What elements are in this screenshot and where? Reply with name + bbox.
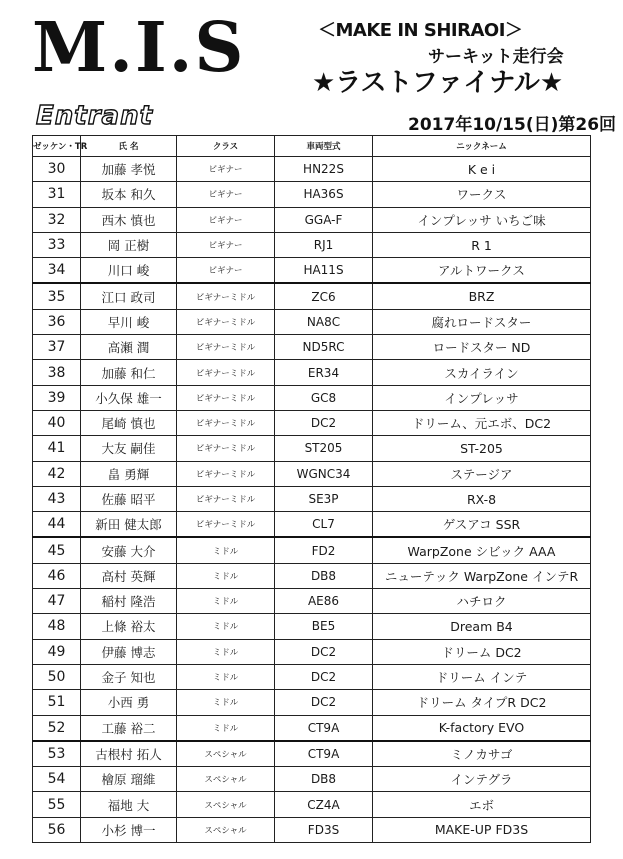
driver-name: 工藤 裕二 xyxy=(81,715,177,741)
nickname: RX-8 xyxy=(373,486,591,511)
table-row xyxy=(33,741,591,767)
driver-name: 檜原 瑠維 xyxy=(81,767,177,792)
car-model: DC2 xyxy=(275,664,373,689)
entrant-table xyxy=(32,135,591,843)
nickname: ニューテック WarpZone インテR xyxy=(373,563,591,588)
table-row xyxy=(33,385,591,410)
table-row xyxy=(33,461,591,486)
car-model: CT9A xyxy=(275,715,373,741)
entry-number: 36 xyxy=(33,309,81,334)
driver-name: 大友 嗣佳 xyxy=(81,436,177,461)
car-model: DC2 xyxy=(275,690,373,715)
driver-name: 稲村 隆浩 xyxy=(81,589,177,614)
class-name: スペシャル xyxy=(177,767,275,792)
car-model: CL7 xyxy=(275,512,373,538)
driver-name: 福地 大 xyxy=(81,792,177,817)
entry-number: 40 xyxy=(33,410,81,435)
class-name: ミドル xyxy=(177,589,275,614)
entry-number: 47 xyxy=(33,589,81,614)
driver-name: 上條 裕太 xyxy=(81,614,177,639)
class-name: ビギナーミドル xyxy=(177,512,275,538)
event-subtitle: ＜MAKE IN SHIRAOI＞ xyxy=(318,20,523,41)
table-row xyxy=(33,410,591,435)
table-row xyxy=(33,486,591,511)
table-row xyxy=(33,817,591,842)
column-header-number: ゼッケン・TR xyxy=(33,136,81,157)
table-row xyxy=(33,258,591,284)
class-name: ミドル xyxy=(177,664,275,689)
table-row xyxy=(33,360,591,385)
class-name: スペシャル xyxy=(177,817,275,842)
car-model: ZC6 xyxy=(275,283,373,309)
table-row xyxy=(33,792,591,817)
driver-name: 佐藤 昭平 xyxy=(81,486,177,511)
driver-name: 西木 慎也 xyxy=(81,207,177,232)
nickname: R 1 xyxy=(373,232,591,257)
table-row xyxy=(33,614,591,639)
driver-name: 加藤 和仁 xyxy=(81,360,177,385)
class-name: ミドル xyxy=(177,639,275,664)
entrant-rows xyxy=(33,157,591,843)
driver-name: 金子 知也 xyxy=(81,664,177,689)
event-logo: M.I.S xyxy=(32,8,246,88)
nickname: ST-205 xyxy=(373,436,591,461)
nickname: スカイライン xyxy=(373,360,591,385)
car-model: GC8 xyxy=(275,385,373,410)
table-row xyxy=(33,767,591,792)
nickname: K e i xyxy=(373,157,591,182)
car-model: SE3P xyxy=(275,486,373,511)
table-row xyxy=(33,639,591,664)
nickname: インプレッサ いちご味 xyxy=(373,207,591,232)
table-row xyxy=(33,664,591,689)
table-row xyxy=(33,436,591,461)
car-model: AE86 xyxy=(275,589,373,614)
entry-number: 56 xyxy=(33,817,81,842)
driver-name: 早川 峻 xyxy=(81,309,177,334)
car-model: RJ1 xyxy=(275,232,373,257)
class-name: ビギナー xyxy=(177,157,275,182)
entry-number: 50 xyxy=(33,664,81,689)
class-name: ビギナーミドル xyxy=(177,283,275,309)
entry-number: 31 xyxy=(33,182,81,207)
driver-name: 新田 健太郎 xyxy=(81,512,177,538)
class-name: ミドル xyxy=(177,690,275,715)
nickname: インテグラ xyxy=(373,767,591,792)
table-row xyxy=(33,309,591,334)
driver-name: 伊藤 博志 xyxy=(81,639,177,664)
class-name: ビギナーミドル xyxy=(177,309,275,334)
table-row xyxy=(33,715,591,741)
class-name: スペシャル xyxy=(177,741,275,767)
table-row xyxy=(33,589,591,614)
driver-name: 安藤 大介 xyxy=(81,537,177,563)
table-row xyxy=(33,207,591,232)
entry-number: 45 xyxy=(33,537,81,563)
nickname: アルトワークス xyxy=(373,258,591,284)
event-date: 2017年10/15(日)第26回 xyxy=(408,115,617,135)
class-name: ビギナー xyxy=(177,207,275,232)
table-row xyxy=(33,157,591,182)
class-name: ビギナーミドル xyxy=(177,410,275,435)
nickname: WarpZone シビック AAA xyxy=(373,537,591,563)
table-row xyxy=(33,690,591,715)
car-model: FD3S xyxy=(275,817,373,842)
car-model: CZ4A xyxy=(275,792,373,817)
class-name: ビギナー xyxy=(177,258,275,284)
nickname: ステージア xyxy=(373,461,591,486)
car-model: ND5RC xyxy=(275,335,373,360)
car-model: HN22S xyxy=(275,157,373,182)
driver-name: 小西 勇 xyxy=(81,690,177,715)
entry-number: 55 xyxy=(33,792,81,817)
driver-name: 畠 勇輝 xyxy=(81,461,177,486)
driver-name: 尾崎 慎也 xyxy=(81,410,177,435)
nickname: ドリーム インテ xyxy=(373,664,591,689)
nickname: ドリーム、元エボ、DC2 xyxy=(373,410,591,435)
driver-name: 小久保 雄一 xyxy=(81,385,177,410)
entry-number: 48 xyxy=(33,614,81,639)
nickname: BRZ xyxy=(373,283,591,309)
car-model: NA8C xyxy=(275,309,373,334)
entry-number: 52 xyxy=(33,715,81,741)
entry-number: 46 xyxy=(33,563,81,588)
nickname: インプレッサ xyxy=(373,385,591,410)
nickname: MAKE-UP FD3S xyxy=(373,817,591,842)
entry-number: 44 xyxy=(33,512,81,538)
nickname: ドリーム DC2 xyxy=(373,639,591,664)
entrant-heading: Entrant xyxy=(36,101,154,131)
car-model: DB8 xyxy=(275,563,373,588)
entry-number: 53 xyxy=(33,741,81,767)
driver-name: 岡 正樹 xyxy=(81,232,177,257)
class-name: ビギナー xyxy=(177,232,275,257)
entry-number: 42 xyxy=(33,461,81,486)
table-row xyxy=(33,563,591,588)
class-name: ミドル xyxy=(177,537,275,563)
entry-number: 33 xyxy=(33,232,81,257)
driver-name: 坂本 和久 xyxy=(81,182,177,207)
entry-number: 30 xyxy=(33,157,81,182)
table-row xyxy=(33,512,591,538)
column-header-nickname: ニックネーム xyxy=(373,136,591,157)
driver-name: 高村 英輝 xyxy=(81,563,177,588)
nickname: 腐れロードスター xyxy=(373,309,591,334)
car-model: DC2 xyxy=(275,639,373,664)
event-final-banner: ★ラストファイナル★ xyxy=(312,68,564,98)
table-row xyxy=(33,283,591,309)
car-model: ER34 xyxy=(275,360,373,385)
class-name: ビギナーミドル xyxy=(177,436,275,461)
entry-number: 32 xyxy=(33,207,81,232)
class-name: ビギナーミドル xyxy=(177,335,275,360)
table-row xyxy=(33,335,591,360)
class-name: ミドル xyxy=(177,614,275,639)
nickname: K-factory EVO xyxy=(373,715,591,741)
class-name: ミドル xyxy=(177,563,275,588)
car-model: FD2 xyxy=(275,537,373,563)
nickname: エボ xyxy=(373,792,591,817)
entry-number: 37 xyxy=(33,335,81,360)
car-model: HA11S xyxy=(275,258,373,284)
table-row xyxy=(33,182,591,207)
car-model: HA36S xyxy=(275,182,373,207)
event-name: サーキット走行会 xyxy=(428,47,564,67)
driver-name: 古根村 拓人 xyxy=(81,741,177,767)
table-row xyxy=(33,232,591,257)
column-header-name: 氏 名 xyxy=(81,136,177,157)
entry-number: 35 xyxy=(33,283,81,309)
table-header-row xyxy=(33,136,591,157)
driver-name: 小杉 博一 xyxy=(81,817,177,842)
column-header-car-model: 車両型式 xyxy=(275,136,373,157)
car-model: ST205 xyxy=(275,436,373,461)
nickname: ミノカサゴ xyxy=(373,741,591,767)
class-name: ビギナーミドル xyxy=(177,385,275,410)
driver-name: 江口 政司 xyxy=(81,283,177,309)
car-model: GGA-F xyxy=(275,207,373,232)
class-name: ビギナーミドル xyxy=(177,461,275,486)
entry-number: 49 xyxy=(33,639,81,664)
entry-number: 41 xyxy=(33,436,81,461)
class-name: ビギナー xyxy=(177,182,275,207)
entry-number: 39 xyxy=(33,385,81,410)
entry-number: 51 xyxy=(33,690,81,715)
class-name: ビギナーミドル xyxy=(177,486,275,511)
nickname: ロードスター ND xyxy=(373,335,591,360)
nickname: ワークス xyxy=(373,182,591,207)
entry-number: 43 xyxy=(33,486,81,511)
nickname: ゲスアコ SSR xyxy=(373,512,591,538)
nickname: Dream B4 xyxy=(373,614,591,639)
car-model: CT9A xyxy=(275,741,373,767)
driver-name: 加藤 孝悦 xyxy=(81,157,177,182)
nickname: ハチロク xyxy=(373,589,591,614)
entry-number: 34 xyxy=(33,258,81,284)
class-name: ミドル xyxy=(177,715,275,741)
column-header-class: クラス xyxy=(177,136,275,157)
class-name: スペシャル xyxy=(177,792,275,817)
class-name: ビギナーミドル xyxy=(177,360,275,385)
car-model: DC2 xyxy=(275,410,373,435)
driver-name: 川口 峻 xyxy=(81,258,177,284)
table-row xyxy=(33,537,591,563)
car-model: WGNC34 xyxy=(275,461,373,486)
entry-number: 54 xyxy=(33,767,81,792)
entry-number: 38 xyxy=(33,360,81,385)
car-model: DB8 xyxy=(275,767,373,792)
car-model: BE5 xyxy=(275,614,373,639)
driver-name: 高瀬 潤 xyxy=(81,335,177,360)
nickname: ドリーム タイプR DC2 xyxy=(373,690,591,715)
